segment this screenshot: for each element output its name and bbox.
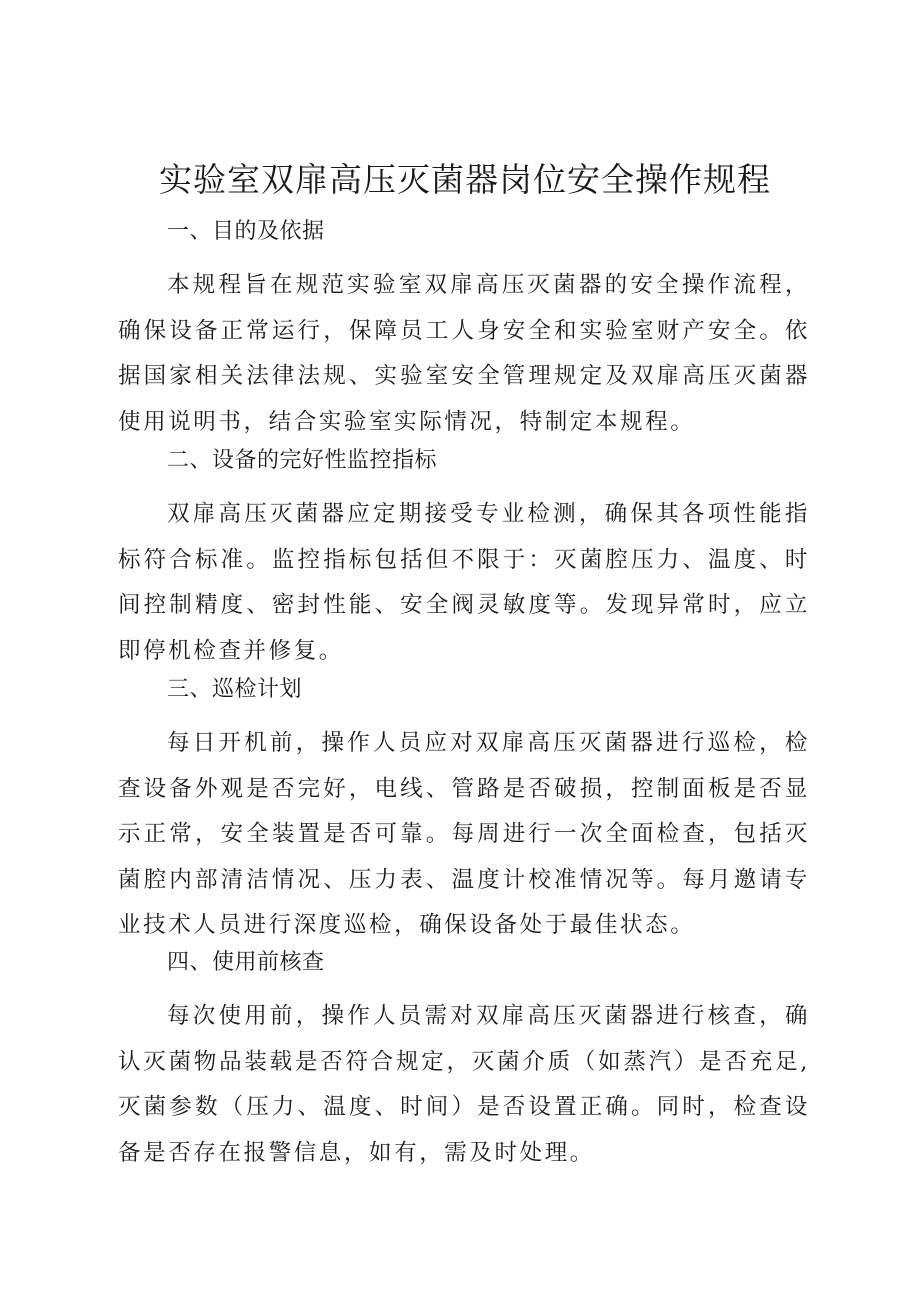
section-purpose xyxy=(118,217,810,445)
section-body: 每日开机前，操作人员应对双扉高压灭菌器进行巡检，检查设备外观是否完好，电线、管路是否破损，控制面板是否显示正常，安全装置是否可靠。每周进行一次全面检查，包括灭菌腔内部清洁情况、压力表、温度计校准情况等。每月邀请专业技术人员进行深度巡检，确保设备处于最佳状态。 xyxy=(118,730,810,938)
section-monitoring-indicators xyxy=(118,446,810,674)
section-heading: 三、巡检计划 xyxy=(167,677,303,702)
section-body: 本规程旨在规范实验室双扉高压灭菌器的安全操作流程，确保设备正常运行，保障员工人身安全和实验室财产安全。依据国家相关法律法规、实验室安全管理规定及双扉高压灭菌器使用说明书，结合实验室实际情况，特制定本规程。 xyxy=(118,272,810,435)
section-heading: 一、目的及依据 xyxy=(167,219,325,244)
section-body: 每次使用前，操作人员需对双扉高压灭菌器进行核查，确认灭菌物品装载是否符合规定，灭菌介质（如蒸汽）是否充足,灭菌参数（压力、温度、时间）是否设置正确。同时，检查设备是否存在报警信息，如有，需及时处理。 xyxy=(118,1003,810,1166)
section-inspection-plan xyxy=(118,675,810,949)
document-title: 实验室双扉高压灭菌器岗位安全操作规程 xyxy=(159,160,771,199)
section-heading: 四、使用前核查 xyxy=(167,950,325,975)
section-heading: 二、设备的完好性监控指标 xyxy=(167,448,438,473)
section-body: 双扉高压灭菌器应定期接受专业检测，确保其各项性能指标符合标准。监控指标包括但不限于：灭菌腔压力、温度、时间控制精度、密封性能、安全阀灵敏度等。发现异常时，应立即停机检查并修复。 xyxy=(118,501,810,664)
section-pre-use-check xyxy=(118,948,810,1176)
